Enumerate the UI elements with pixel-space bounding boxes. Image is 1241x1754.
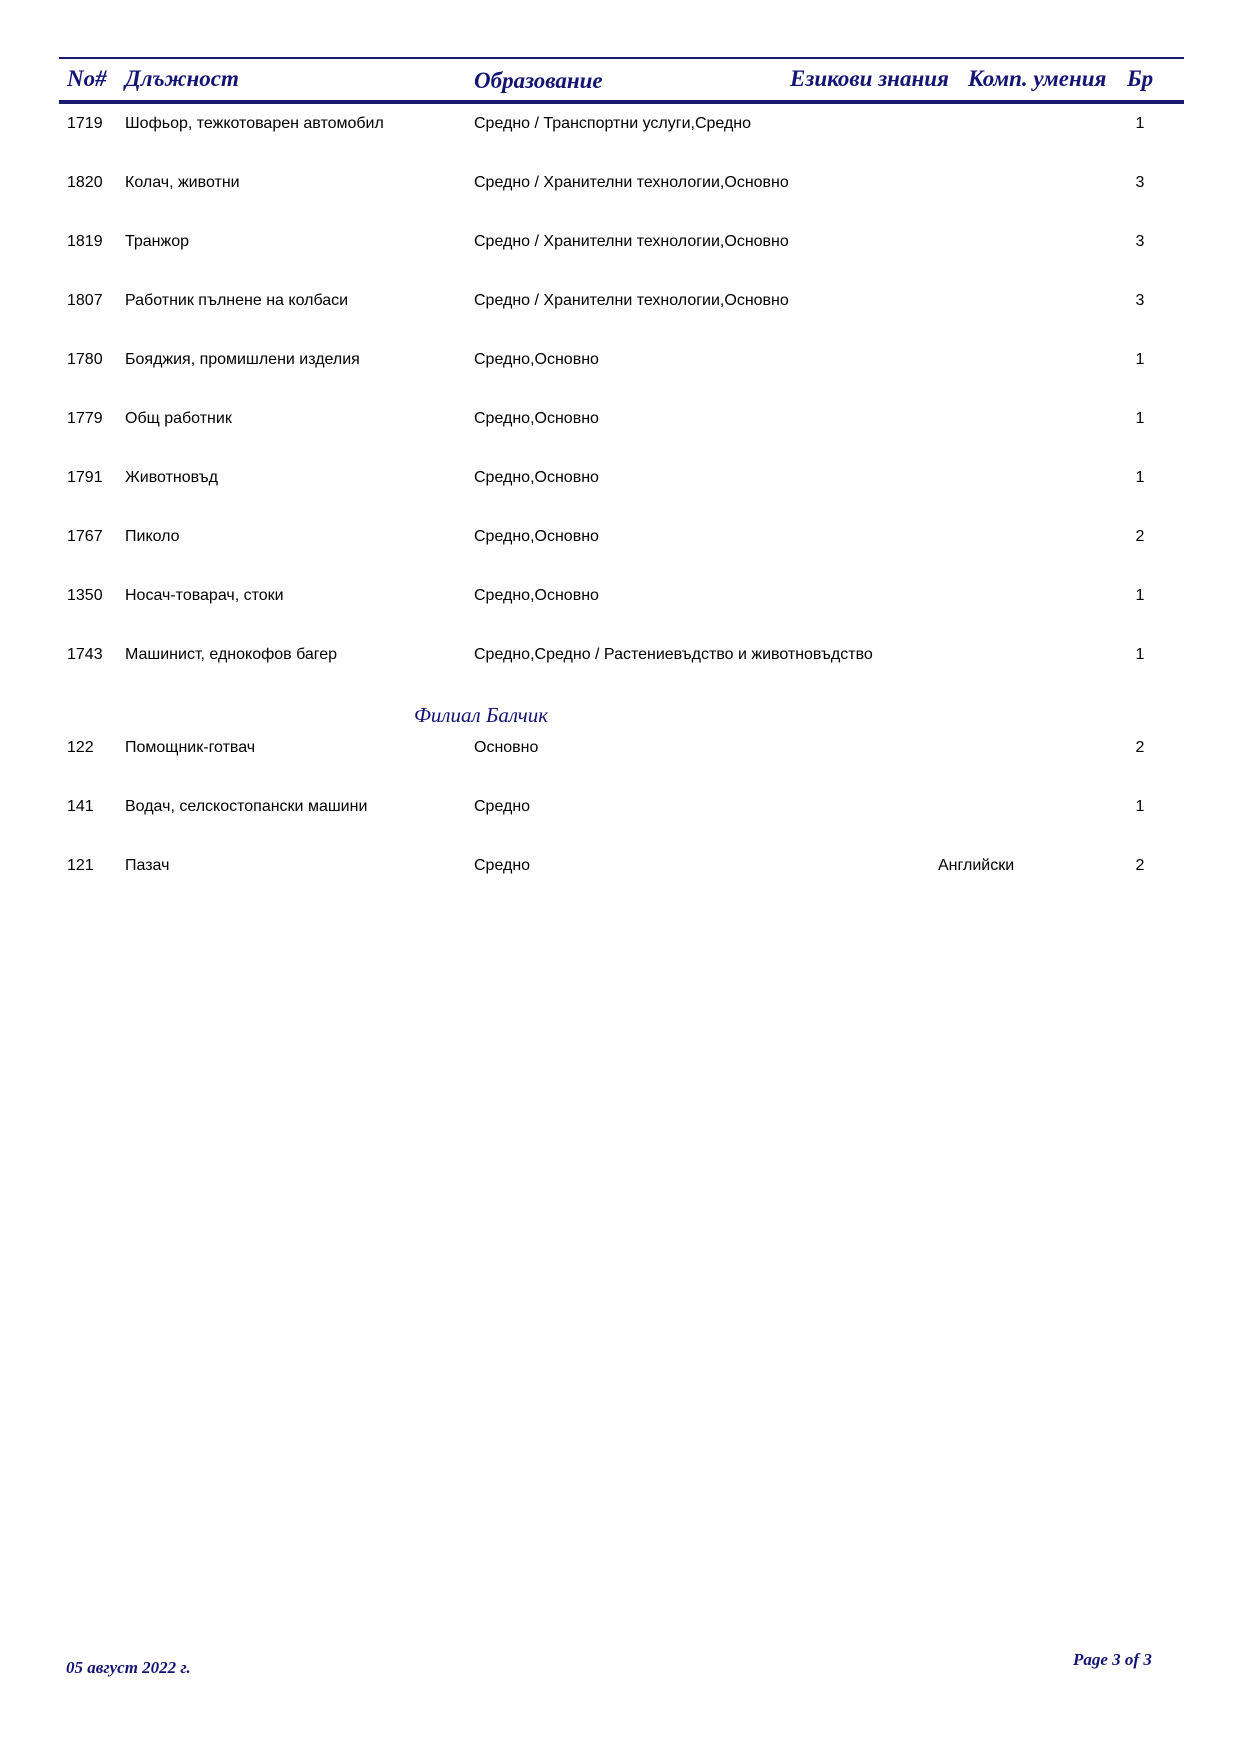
table-row bbox=[0, 798, 1241, 820]
row-position: Животновъд bbox=[125, 469, 218, 486]
row-position: Колач, животни bbox=[125, 174, 240, 191]
row-number: 1780 bbox=[67, 351, 103, 368]
table-row bbox=[0, 233, 1241, 255]
row-education: Средно,Основно bbox=[474, 528, 599, 545]
row-count: 3 bbox=[1135, 233, 1145, 250]
row-number: 1791 bbox=[67, 469, 103, 486]
row-education: Средно bbox=[474, 857, 531, 874]
row-education: Средно bbox=[474, 798, 531, 815]
table-row bbox=[0, 351, 1241, 373]
row-number: 1779 bbox=[67, 410, 103, 427]
row-position: Пазач bbox=[125, 857, 170, 874]
column-header-computer-skills: Комп. умения bbox=[968, 66, 1107, 91]
row-position: Пиколо bbox=[125, 528, 180, 545]
row-number: 1743 bbox=[67, 646, 103, 663]
row-count: 3 bbox=[1135, 174, 1145, 191]
column-header-count: Бр bbox=[1127, 66, 1154, 91]
column-header-languages: Езикови знания bbox=[790, 66, 949, 91]
row-education: Средно,Основно bbox=[474, 587, 599, 604]
footer-page-number: Page 3 of 3 bbox=[1073, 1650, 1152, 1669]
row-position: Бояджия, промишлени изделия bbox=[125, 351, 360, 368]
row-education: Средно / Хранителни технологии,Основно bbox=[474, 174, 789, 191]
row-position: Работник пълнене на колбаси bbox=[125, 292, 349, 309]
table-row bbox=[0, 174, 1241, 196]
table-row bbox=[0, 528, 1241, 550]
header-bottom-rule bbox=[59, 100, 1184, 104]
row-languages: Английски bbox=[938, 857, 1015, 874]
row-education: Средно,Основно bbox=[474, 351, 599, 368]
row-number: 1719 bbox=[67, 115, 103, 132]
row-count: 1 bbox=[1135, 351, 1145, 368]
row-count: 2 bbox=[1135, 857, 1145, 874]
row-number: 1767 bbox=[67, 528, 103, 545]
row-count: 1 bbox=[1135, 798, 1145, 815]
table-row bbox=[0, 587, 1241, 609]
table-row bbox=[0, 115, 1241, 137]
column-header-education: Образование bbox=[474, 68, 603, 93]
row-number: 1819 bbox=[67, 233, 103, 250]
row-number: 121 bbox=[67, 857, 94, 874]
row-education: Средно,Средно / Растениевъдство и животновъдство bbox=[474, 646, 873, 663]
row-position: Водач, селскостопански машини bbox=[125, 798, 368, 815]
row-number: 1807 bbox=[67, 292, 103, 309]
row-position: Носач-товарач, стоки bbox=[125, 587, 284, 604]
table-row bbox=[0, 410, 1241, 432]
row-education: Средно / Хранителни технологии,Основно bbox=[474, 233, 789, 250]
row-position: Шофьор, тежкотоварен автомобил bbox=[125, 115, 384, 132]
row-number: 141 bbox=[67, 798, 94, 815]
row-education: Основно bbox=[474, 739, 539, 756]
footer-date: 05 август 2022 г. bbox=[66, 1658, 191, 1677]
table-row bbox=[0, 739, 1241, 761]
row-number: 122 bbox=[67, 739, 94, 756]
row-education: Средно / Хранителни технологии,Основно bbox=[474, 292, 789, 309]
column-header-position: Длъжност bbox=[125, 66, 239, 91]
header-top-rule bbox=[59, 57, 1184, 59]
row-position: Общ работник bbox=[125, 410, 232, 427]
row-position: Машинист, еднокофов багер bbox=[125, 646, 338, 663]
row-education: Средно / Транспортни услуги,Средно bbox=[474, 115, 752, 132]
column-header-number: No# bbox=[67, 66, 107, 91]
row-count: 1 bbox=[1135, 646, 1145, 663]
row-count: 1 bbox=[1135, 410, 1145, 427]
table-row bbox=[0, 646, 1241, 668]
row-education: Средно,Основно bbox=[474, 469, 599, 486]
row-count: 3 bbox=[1135, 292, 1145, 309]
row-education: Средно,Основно bbox=[474, 410, 599, 427]
row-count: 2 bbox=[1135, 528, 1145, 545]
row-count: 2 bbox=[1135, 739, 1145, 756]
row-position: Помощник-готвач bbox=[125, 739, 256, 756]
row-count: 1 bbox=[1135, 469, 1145, 486]
row-count: 1 bbox=[1135, 115, 1145, 132]
row-number: 1820 bbox=[67, 174, 103, 191]
row-number: 1350 bbox=[67, 587, 103, 604]
table-row bbox=[0, 292, 1241, 314]
row-count: 1 bbox=[1135, 587, 1145, 604]
row-position: Транжор bbox=[125, 233, 190, 250]
table-row bbox=[0, 469, 1241, 491]
table-row bbox=[0, 857, 1241, 879]
branch-heading: Филиал Балчик bbox=[414, 703, 549, 727]
